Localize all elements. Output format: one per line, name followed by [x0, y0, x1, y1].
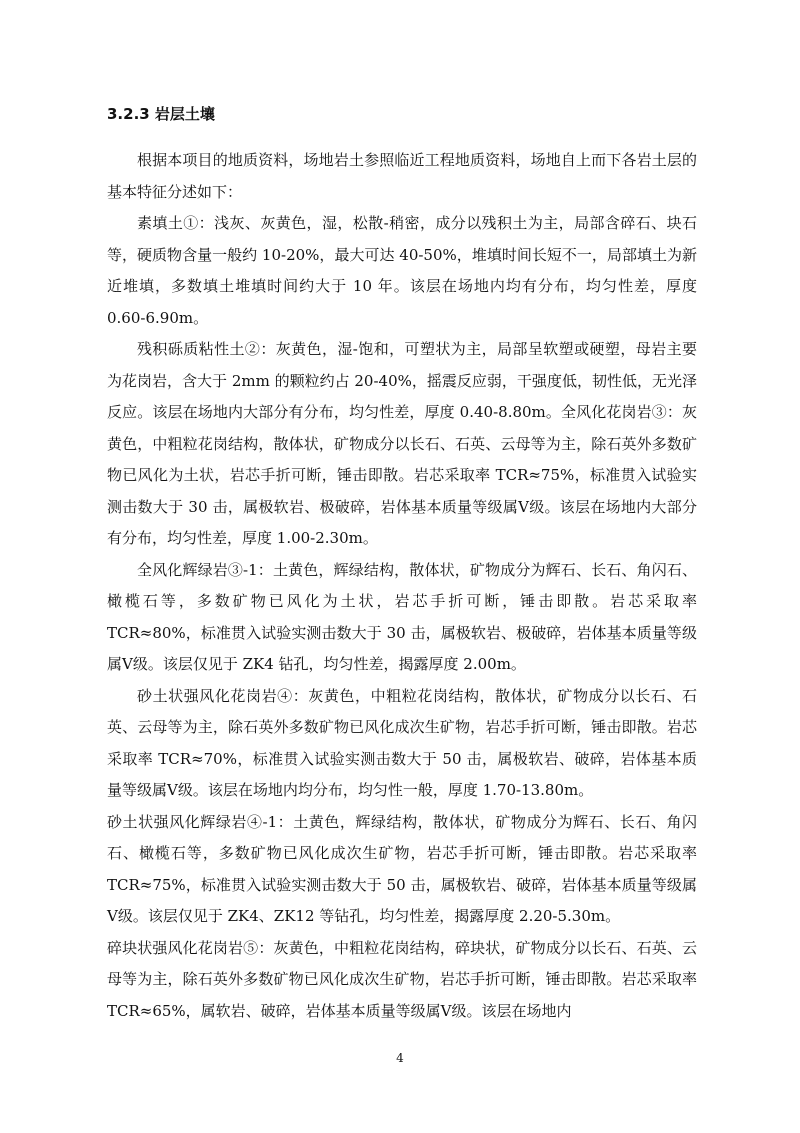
section-heading: 3.2.3 岩层土壤	[107, 105, 215, 123]
page-body	[107, 103, 697, 1027]
layer-sandy-granite-paragraph: 砂土状强风化花岗岩④：灰黄色，中粗粒花岗结构，散体状，矿物成分以长石、石英、云母等为主，除石英外多数矿物已风化成次生矿物，岩芯手折可断，锤击即散。岩芯采取率 TCR≈70%，标准贯入试验实测击数大于 50 击，属极软岩、破碎，岩体基本质量等级属Ⅴ级。该层在场地内均分布，均匀性一般，厚度 1.70-13.80m。	[107, 686, 697, 799]
layer-blocky-granite-paragraph: 碎块状强风化花岗岩⑤：灰黄色，中粗粒花岗结构，碎块状，矿物成分以长石、石英、云母等为主，除石英外多数矿物已风化成次生矿物，岩芯手折可断，锤击即散。岩芯采取率 TCR≈65%，属软岩、破碎，岩体基本质量等级属Ⅴ级。该层在场地内	[107, 938, 697, 1020]
layer-sandy-diabase-paragraph: 砂土状强风化辉绿岩④-1：土黄色，辉绿结构，散体状，矿物成分为辉石、长石、角闪石、橄榄石等，多数矿物已风化成次生矿物，岩芯手折可断，锤击即散。岩芯采取率 TCR≈75%，标准贯入试验实测击数大于 50 击，属极软岩、破碎，岩体基本质量等级属Ⅴ级。该层仅见于 ZK4、ZK12 等钻孔，均匀性差，揭露厚度 2.20-5.30m。	[107, 812, 697, 925]
layer-residual-soil-paragraph: 残积砾质粘性土②：灰黄色，湿-饱和，可塑状为主，局部呈软塑或硬塑，母岩主要为花岗岩，含大于 2mm 的颗粒约占 20-40%，摇震反应弱，干强度低，韧性低，无光泽反应。该层在场地内大部分有分布，均匀性差，厚度 0.40-8.80m。全风化花岗岩③：灰黄色，中粗粒花岗结构，散体状，矿物成分以长石、石英、云母等为主，除石英外多数矿物已风化为土状，岩芯手折可断，锤击即散。岩芯采取率 TCR≈75%，标准贯入试验实测击数大于 30 击，属极软岩、极破碎，岩体基本质量等级属Ⅴ级。该层在场地内大部分有分布，均匀性差，厚度 1.00-2.30m。	[107, 340, 697, 547]
layer-fill-paragraph: 素填土①：浅灰、灰黄色，湿，松散-稍密，成分以残积土为主，局部含碎石、块石等，硬质物含量一般约 10-20%，最大可达 40-50%，堆填时间长短不一，局部填土为新近堆填，多数填土堆填时间约大于 10 年。该层在场地内均有分布，均匀性差，厚度 0.60-6.90m。	[107, 214, 697, 327]
page-number: 4	[396, 1051, 404, 1065]
layer-weathered-diabase-paragraph: 全风化辉绿岩③-1：土黄色，辉绿结构，散体状，矿物成分为辉石、长石、角闪石、橄榄石等，多数矿物已风化为土状，岩芯手折可断，锤击即散。岩芯采取率 TCR≈80%，标准贯入试验实测击数大于 30 击，属极软岩、极破碎，岩体基本质量等级属Ⅴ级。该层仅见于 ZK4 钻孔，均匀性差，揭露厚度 2.00m。	[107, 560, 697, 673]
intro-paragraph: 根据本项目的地质资料，场地岩土参照临近工程地质资料，场地自上而下各岩土层的基本特征分述如下：	[107, 151, 697, 201]
